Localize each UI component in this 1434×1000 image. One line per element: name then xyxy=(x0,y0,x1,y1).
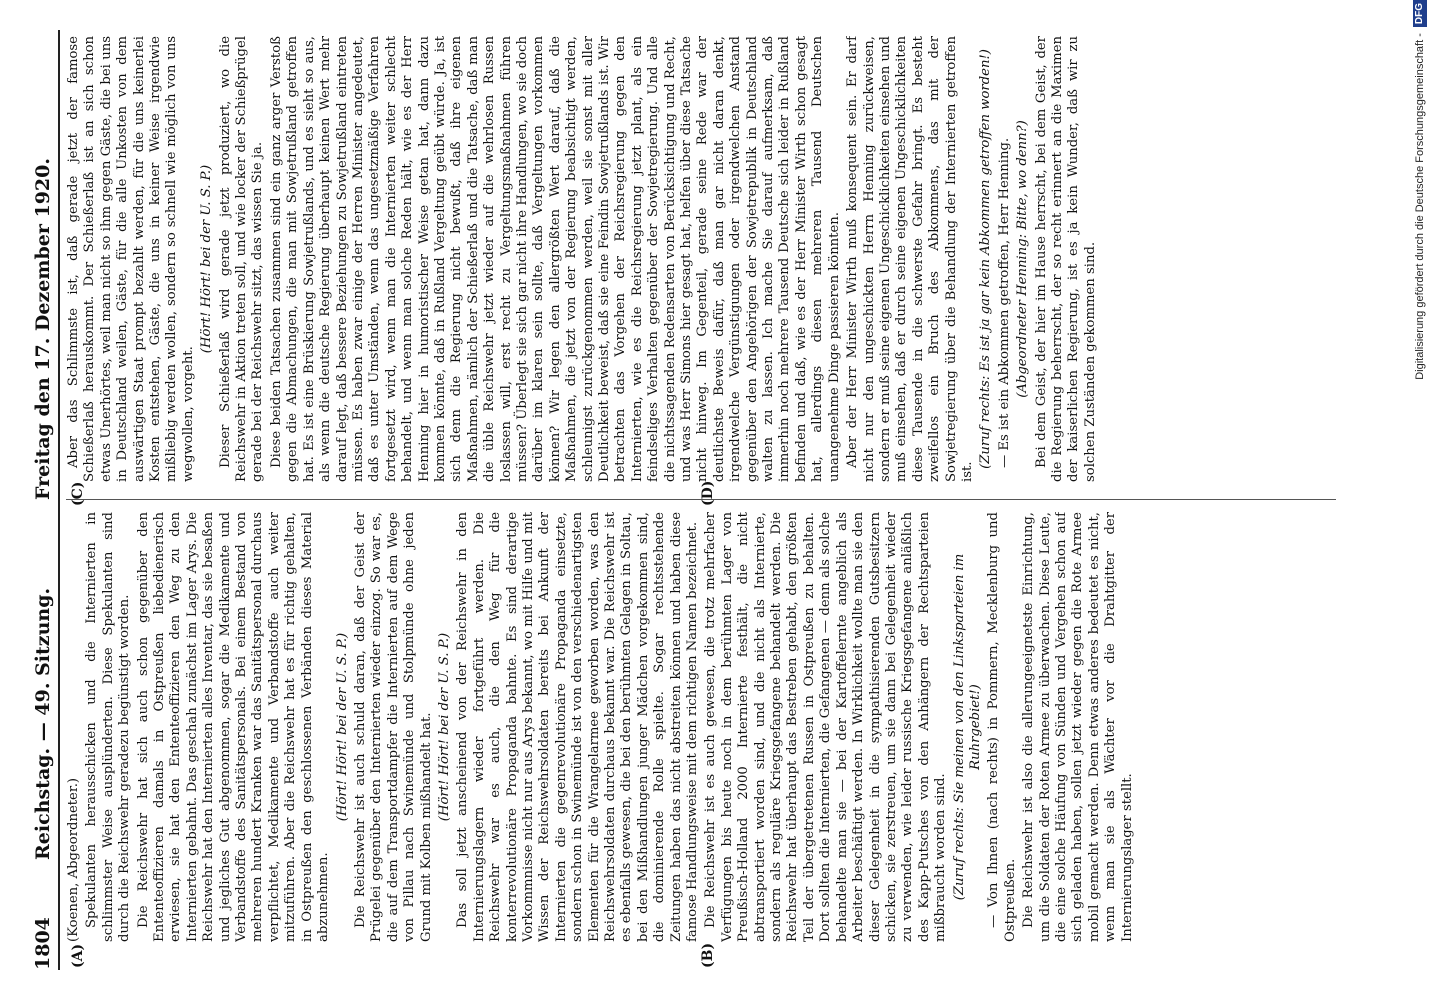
interjection: (Zuruf rechts: Sie meinen von den Linksparteien im Ruhrgebiet!) xyxy=(951,553,983,901)
page-number: 1804 xyxy=(32,917,54,970)
margin-letter-c: (C) xyxy=(70,481,86,506)
left-column xyxy=(66,512,1336,942)
session-date: Freitag den 17. Dezember 1920. xyxy=(32,158,54,500)
column-divider xyxy=(66,499,1336,500)
interjection: (Hört! Hört! bei der U. S. P.) xyxy=(199,164,215,354)
interjection: (Hört! Hört! bei der U. S. P.) xyxy=(436,632,452,822)
margin-letter-a: (A) xyxy=(70,943,86,968)
funding-credit-text: Digitalisierung gefördert durch die Deutsche Forschungsgemeinschaft - xyxy=(1414,33,1426,380)
paragraph: Dieser Schießerlaß wird gerade jetzt produziert, wo die Reichswehr in Aktion treten soll, und wie locker der Schießprügel gerade bei der Reichswehr sitzt, das wissen Sie ja. xyxy=(217,36,266,482)
paragraph: Die Reichswehr hat sich auch schon gegenüber den Ententeoffizieren damals in Ostpreußen liebedienerisch erwiesen, sie hat den Ententeoffizieren den Weg zu den Internierten gebahnt. Das geschah zunächst im Lager Arys. Die Reichswehr hat den Internierten alles Inventar, das sie besaßen und jegliches Gut abgenommen, sogar die Medikamente und Verbandstoffe des Sanitätspersonals. Bei einem Bestand von mehreren hundert Kranken war das Sanitätspersonal durchaus verpflichtet, Medikamente und Verbandstoffe auch weiter mitzuführen. Aber die Reichswehr hat es für richtig gehalten, in Ostpreußen den geschlossenen Verbänden dieses Material abzunehmen. xyxy=(135,512,332,942)
interjection: (Hört! Hört! bei der U. S. P.) xyxy=(334,632,350,822)
session-title: Reichstag. — 49. Sitzung. xyxy=(32,587,54,860)
right-column xyxy=(66,36,1336,482)
funding-credit xyxy=(1407,0,1434,1000)
speaker-label: (Koenen, Abgeordneter.) xyxy=(66,777,81,942)
margin-letter-d: (D) xyxy=(700,480,716,506)
header-rule xyxy=(58,30,60,970)
paragraph: Die Reichswehr ist also die allerungeeignetste Einrichtung, um die Soldaten der Roten Armee zu überwachen. Diese Leute, die eine solche Häufung von Sünden und Vergehen schon auf sich geladen haben, sollen jetzt wieder gegen die Rote Armee mobil gemacht werden. Denn etwas anderes bedeutet es nicht, wenn man sie als Wächter vor die Drahtgitter der Internierungslager stellt. xyxy=(1021,512,1135,942)
margin-letter-b: (B) xyxy=(700,942,716,968)
paragraph: Aber der Herr Minister Wirth muß konsequent sein. Er darf nicht nur den ungeschickten Herrn Henning zurückweisen, sondern er muß seine eigenen Ungeschicklichkeiten einsehen und muß einsehen, daß er durch seine eigenen Ungeschicklichkeiten diese Tausende in die schwerste Gefahr bringt. Es besteht zweifellos ein Bruch des Abkommens, das mit der Sowjetregierung über die Behandlung der Internierten getroffen ist. xyxy=(845,36,975,482)
interjection: (Abgeordneter Henning: Bitte, wo denn?) xyxy=(1015,120,1031,398)
paragraph: Diese beiden Tatsachen zusammen sind ein ganz arger Verstoß gegen die Abmachungen, die man mit Sowjetrußland getroffen hat. Es ist eine Brüskierung Sowjetrußlands, und es sieht so aus, als wenn die deutsche Regierung überhaupt keinen Wert mehr darauf legt, daß bessere Beziehungen zu Sowjetrußland eintreten müssen. Es haben zwar einige der Herren Minister angedeutet, daß es unter Umständen, wenn das ungesetzmäßige Verfahren fortgesetzt wird, wenn man die Internierten weiter schlecht behandelt, und wenn man solche Reden hält, wie es der Herr Henning hier in humoristischer Weise getan hat, dann dazu kommen könnte, daß in Rußland Vergeltung geübt würde. Ja, ist sich denn die Regierung nicht bewußt, daß ihre eigenen Maßnahmen, nämlich der Schießerlaß und die Tatsache, daß man die üble Reichswehr jetzt wieder auf die wehrlosen Russen loslassen will, erst recht zu Vergeltungsmaßnahmen führen müssen? Überlegt sie sich gar nicht ihre Handlungen, wo sie doch darüber im klaren sein sollte, daß Vergeltungen vorkommen können? Wir legen den allergrößten Wert darauf, daß die Maßnahmen, die jetzt von der Regierung beabsichtigt werden, schleunigst zurückgenommen werden, weil sie sonst mit aller Deutlichkeit beweist, daß sie eine Feindin Sowjetrußlands ist. Wir betrachten das Vorgehen der Reichsregierung gegen den Internierten, wie es die Reichsregierung jetzt plant, als ein feindseliges Verhalten gegenüber der Sowjetregierung. Und alle die nichtssagenden Redensarten von Berücksichtigung und Recht, und was Herr Simons hier gesagt hat, helfen über diese Tatsache nicht hinweg. Im Gegenteil, gerade seine Rede war der deutlichste Beweis dafür, daß man gar nicht daran denkt, irgendwelche Vergünstigungen oder irgendwelchen Anstand gegenüber den Angehörigen der Sowjetrepublik in Deutschland walten zu lassen. Ich mache Sie darauf aufmerksam, daß immerhin noch mehrere Tausend Deutsche sich leider in Rußland befinden und daß, wie es der Herr Minister Wirth schon gesagt hat, allerdings diesen mehreren Tausend Deutschen unangenehme Dinge passieren könnten. xyxy=(268,36,842,482)
dfg-logo: DFG xyxy=(1413,0,1427,27)
interjection: (Zuruf rechts: Es ist ja gar kein Abkommen getroffen worden!) xyxy=(978,49,994,469)
paragraph: Das soll jetzt anscheinend von der Reichswehr in den Internierungslagern wieder fortgeführt werden. Die Reichswehr war es auch, die den Weg für die konterrevolutionäre Propaganda bahnte. Es sind derartige Vorkommnisse nicht nur aus Arys bekannt, wo mit Hilfe und mit Wissen der Reichswehrsoldaten bereits bei Ankunft der Internierten die gegenrevolutionäre Propaganda einsetzte, sondern schon in Swinemünde ist von den verschiedenartigsten Elementen für die Wrangelarmee geworben worden, was den Reichswehrsoldaten durchaus bekannt war. Die Reichswehr ist es ebenfalls gewesen, die bei den berühmten Gelagen in Soltau, bei den Mißhandlungen junger Mädchen vorgekommen sind, die dominierende Rolle spielte. Sogar rechtsstehende Zeitungen haben das nicht abstreiten können und haben diese famose Handlungsweise mit dem richtigen Namen bezeichnet. xyxy=(455,512,701,942)
paragraph: Bei dem Geist, der hier im Hause herrscht, bei dem Geist, der die Regierung beherrscht, der so recht erinnert an die Maximen der kaiserlichen Regierung, ist es ja kein Wunder, daß wir zu solchen Zuständen gekommen sind. xyxy=(1033,36,1098,482)
paragraph: Die Reichswehr ist auch schuld daran, daß der Geist der Prügelei gegenüber den Internierten wieder einzog. So war es, die auf dem Transportdampfer die Internierten auf dem Wege von Pillau nach Swinemünde und Stolpmünde ohne jeden Grund mit Kolben mißhandelt hat. xyxy=(352,512,434,942)
paragraph: — Von Ihnen (nach rechts) in Pommern, Mecklenburg und Ostpreußen. xyxy=(986,512,1018,942)
page-header xyxy=(18,30,62,970)
paragraph: Aber das Schlimmste ist, daß gerade jetzt der famose Schießerlaß herauskommt. Der Schießerlaß ist an sich schon etwas Unerhörtes, weil man nicht so ihm gegen Gäste, die bei uns in Deutschland weilen, Gäste, für die alle Unkosten von dem auswärtigen Staat prompt bezahlt werden, für die uns keinerlei Kosten entstehen, Gäste, die uns in keiner Weise irgendwie mißliebig werden wollen, sondern so schnell wie möglich von uns wegwollen, vorgeht. xyxy=(66,36,196,482)
paragraph: Die Reichswehr ist es auch gewesen, die trotz mehrfacher Verfügungen bis heute noch in dem berühmten Lager von Preußisch-Holland 2000 Internierte festhält, die nicht abtransportiert worden sind, und die nicht als Internierte, sondern als reguläre Kriegsgefangene behandelt werden. Die Reichswehr hat überhaupt das Bestreben gehabt, den größten Teil der übergetretenen Russen in Ostpreußen zu behalten. Dort sollten die Internierten, die Gefangenen — denn als solche behandelte man sie — bei der Kartoffelernte angeblich als Arbeiter beschäftigt werden. In Wirklichkeit wollte man sie den dieser Gelegenheit in die sympathisierenden Gutsbesitzern schicken, sie zerstreuen, um sie dann bei Gelegenheit wieder zu verwenden, wie leider russische Kriegsgefangene anläßlich des Kapp-Putsches von den Anhängern der Rechtsparteien mißbraucht worden sind. xyxy=(703,512,949,942)
paragraph: Spekulanten herausschicken und die Internierten in schlimmster Weise ausplünderten. Diese Spekulanten sind durch die Reichswehr geradezu begünstigt worden. xyxy=(84,512,133,942)
paragraph: — Es ist ein Abkommen getroffen, Herr Henning. xyxy=(996,137,1012,468)
